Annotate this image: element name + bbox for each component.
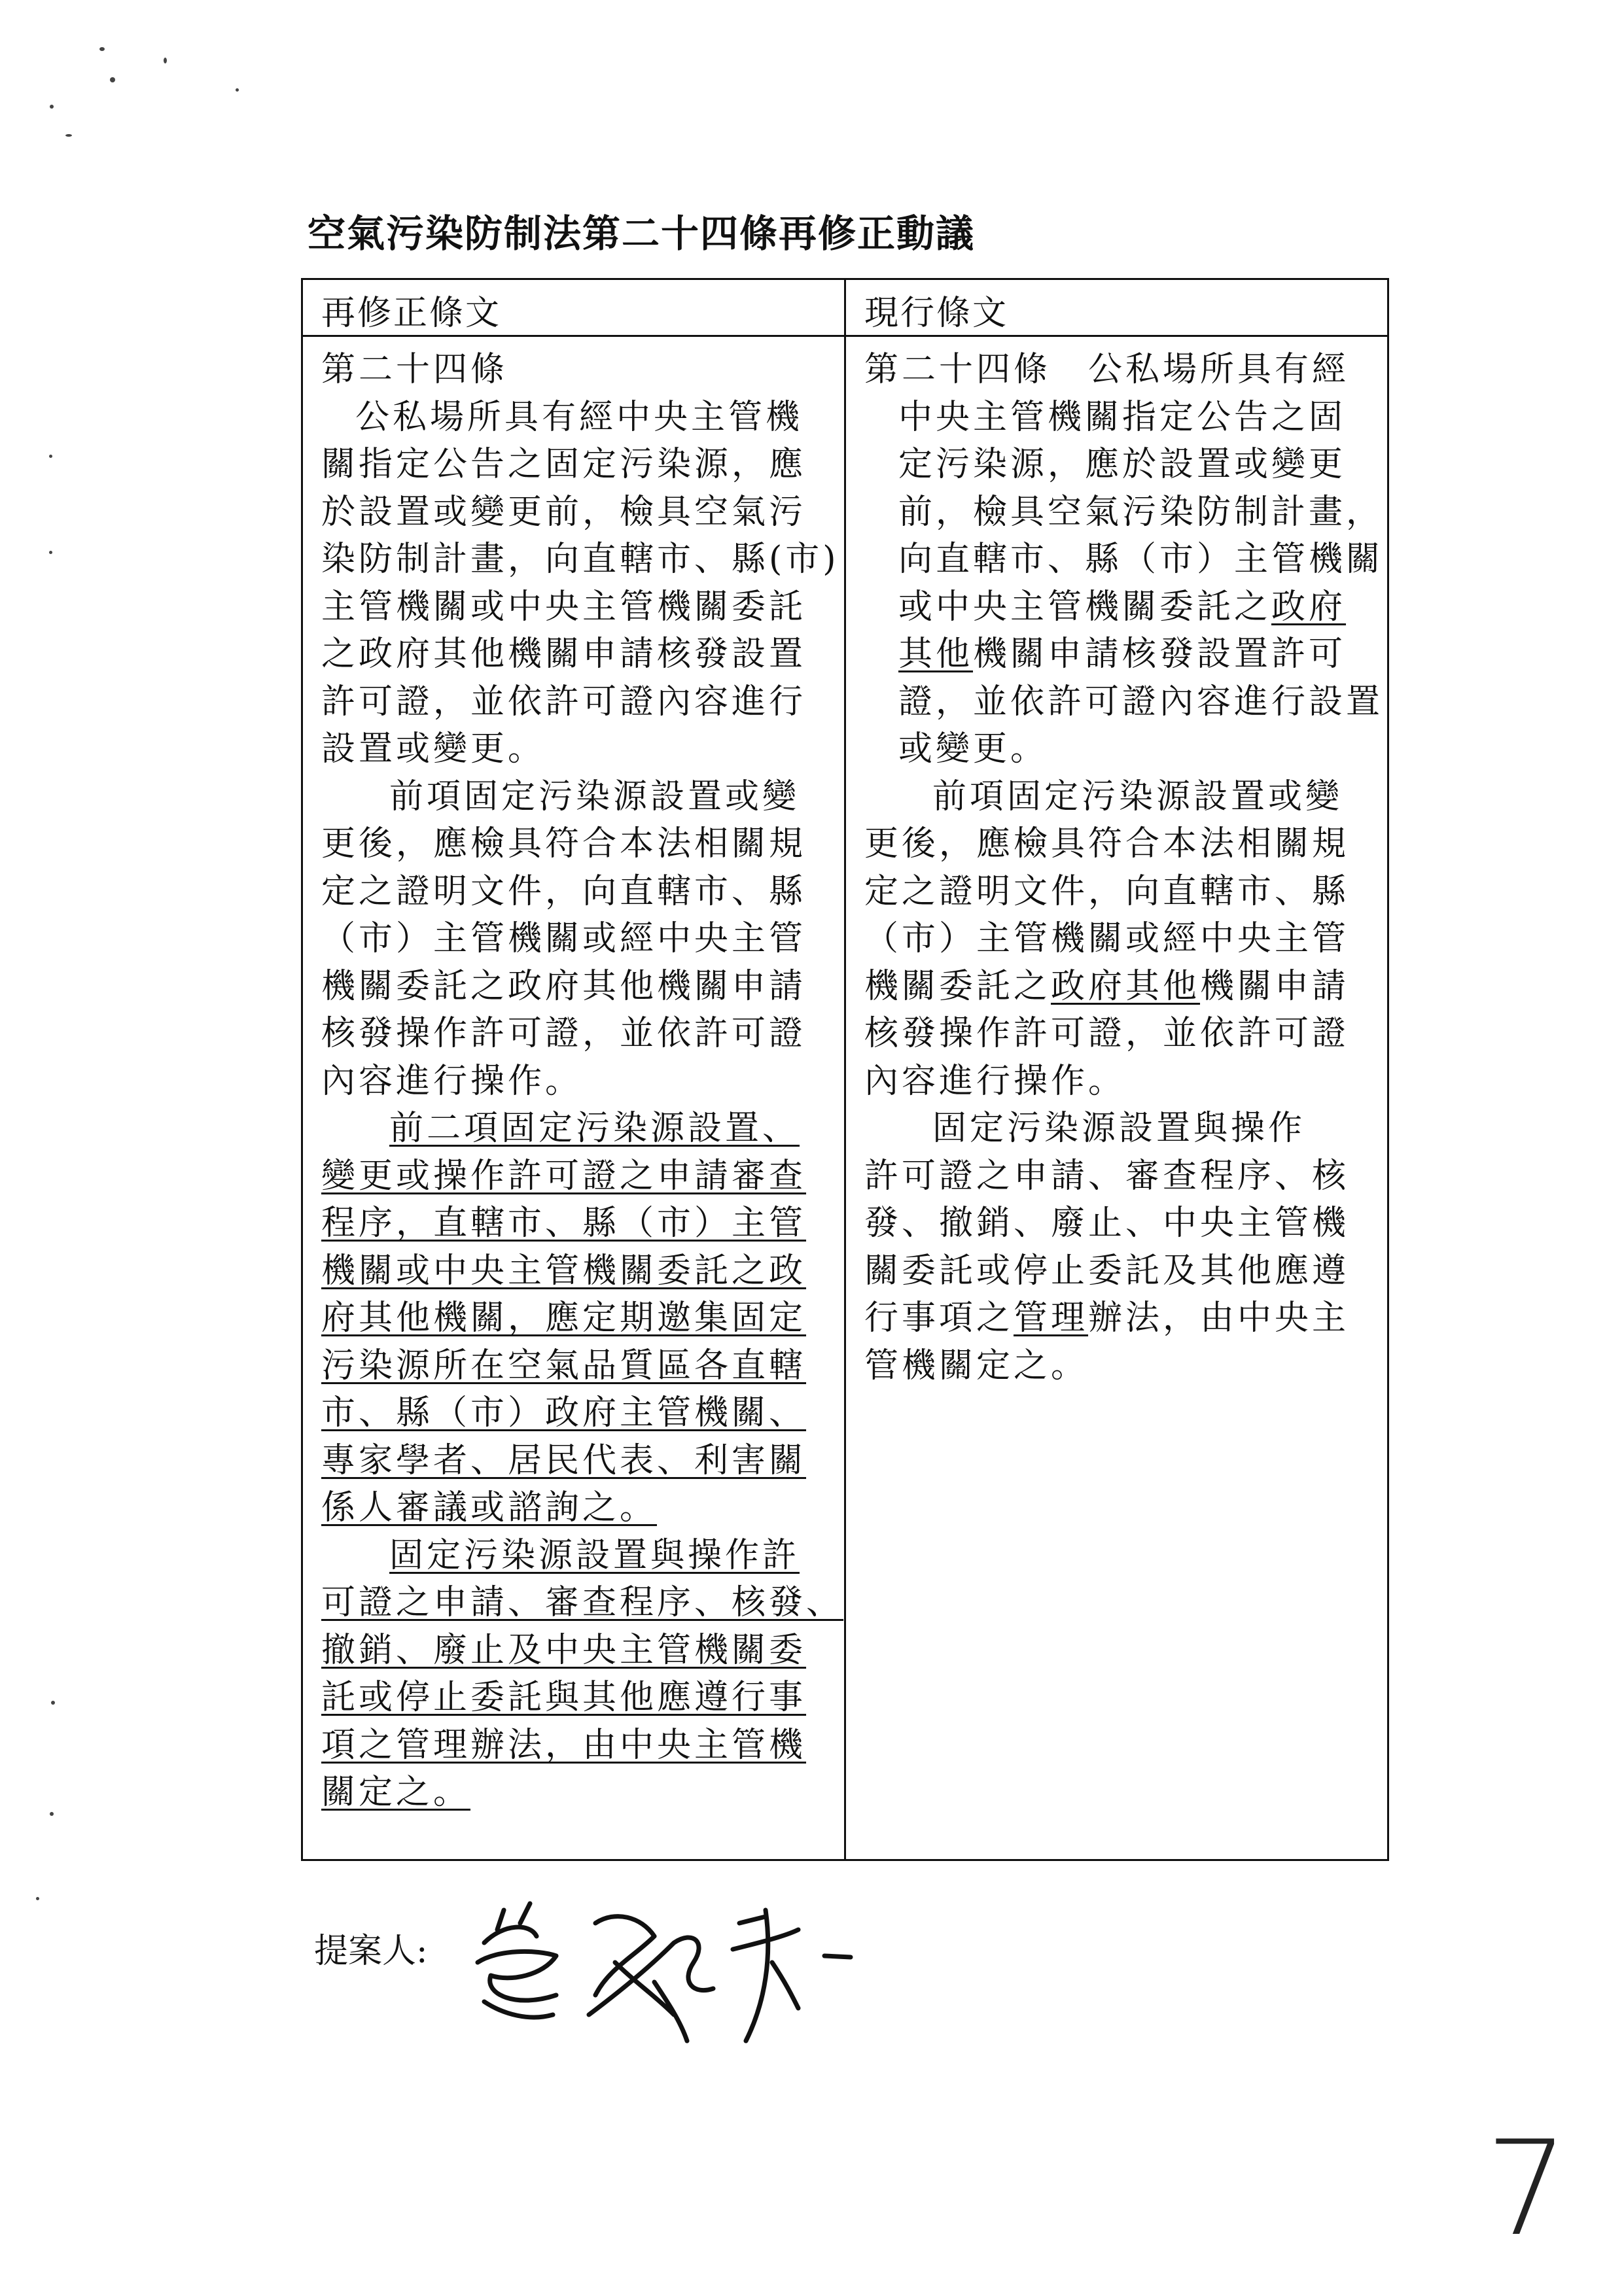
scan-speck	[99, 47, 105, 51]
revised-p1-line: 關指定公告之固定污染源，應	[321, 445, 807, 484]
proposer-label: 提案人:	[314, 1932, 428, 1971]
current-p1-underlined-text-a: 政府	[1271, 587, 1347, 627]
underlined-text: 項之管理辦法，由中央主管機	[321, 1725, 807, 1765]
current-p2-line: 更後，應檢具符合本法相關規	[864, 824, 1350, 863]
revised-article-number: 第二十四條	[321, 350, 508, 389]
table-header-row	[302, 279, 1388, 336]
current-p1-line-underline-b	[864, 631, 1358, 678]
revised-p4-line	[321, 1769, 815, 1817]
current-article-first-line: 第二十四條 公私場所具有經	[864, 350, 1350, 389]
revised-p1-line: 之政府其他機關申請核發設置	[321, 635, 807, 674]
revised-p1-line: 染防制計畫，向直轄市、縣(市)	[321, 540, 839, 579]
scan-speck	[49, 455, 52, 458]
revised-p3-line	[321, 1484, 815, 1532]
underlined-text: 變更或操作許可證之申請審查	[321, 1156, 807, 1196]
revised-p2-line: （市）主管機關或經中央主管	[321, 919, 807, 958]
current-p1-line: 前，檢具空氣污染防制計畫，	[898, 492, 1384, 532]
underlined-text: 係人審議或諮詢之。	[321, 1488, 658, 1527]
revised-article-body	[321, 394, 844, 1817]
revised-p4-line	[321, 1627, 815, 1675]
comparison-table	[301, 278, 1389, 1861]
revised-p3-line	[321, 1153, 815, 1200]
current-p3-line: 發、撤銷、廢止、中央主管機	[864, 1204, 1350, 1243]
current-article-cell	[845, 336, 1388, 1860]
revised-p3-line	[321, 1342, 815, 1390]
table-body-row	[302, 336, 1388, 1860]
revised-p1-line: 主管機關或中央主管機關委託	[321, 587, 807, 627]
revised-p4-line	[321, 1674, 815, 1722]
revised-p1-line: 公私場所具有經中央主管機	[355, 397, 803, 437]
scan-speck	[65, 134, 72, 137]
current-p3-line: 許可證之申請、審查程序、核	[864, 1156, 1350, 1196]
revised-p4-line	[321, 1532, 815, 1580]
underlined-text: 可證之申請、審查程序、核發、	[321, 1583, 844, 1622]
current-p2-line5	[864, 963, 1358, 1011]
current-p2-line: 內容進行操作。	[864, 1061, 1126, 1101]
underlined-text: 託或停止委託與其他應遵行事	[321, 1678, 807, 1717]
current-p2-line: （市）主管機關或經中央主管	[864, 919, 1350, 958]
current-p2-line: 核發操作許可證，並依許可證	[864, 1014, 1350, 1053]
underlined-text: 前二項固定污染源設置、	[389, 1109, 800, 1148]
scan-speck	[164, 58, 167, 63]
scan-speck	[51, 1701, 55, 1705]
scan-speck	[50, 1812, 54, 1816]
current-p3-line5-post: 辦法，由中央主	[1088, 1298, 1350, 1338]
current-p3-underlined-text: 管理	[1014, 1298, 1089, 1338]
revised-p2-line: 定之證明文件，向直轄市、縣	[321, 871, 807, 911]
handwritten-signature	[458, 1884, 864, 2054]
underlined-text: 污染源所在空氣品質區各直轄	[321, 1346, 807, 1385]
current-p3-line5	[864, 1295, 1358, 1342]
current-paragraph-1-tail	[864, 678, 1384, 773]
document-title: 空氣污染防制法第二十四條再修正動議	[308, 211, 976, 256]
current-p3-line: 管機關定之。	[864, 1346, 1089, 1385]
revised-p3-line	[321, 1295, 815, 1342]
revised-p1-line: 於設置或變更前，檢具空氣污	[321, 492, 807, 532]
revised-p2-line: 前項固定污染源設置或變	[389, 776, 800, 816]
revised-p3-line	[321, 1247, 815, 1295]
scan-speck	[36, 1897, 39, 1900]
current-paragraph-3	[864, 1105, 1358, 1295]
revised-p4-line	[321, 1579, 844, 1627]
current-p1-line: 中央主管機關指定公告之固	[898, 397, 1347, 437]
revised-p3-line	[321, 1200, 815, 1247]
scan-speck	[49, 551, 52, 554]
current-paragraph-1	[864, 394, 1384, 583]
current-p2-underlined-text: 政府其他	[1051, 966, 1201, 1006]
current-p2-line5-post: 機關申請	[1200, 966, 1350, 1006]
revised-p1-line: 設置或變更。	[321, 729, 546, 769]
scan-speck	[110, 77, 115, 82]
underlined-text: 專家學者、居民代表、利害關	[321, 1440, 807, 1480]
revised-p4-line	[321, 1722, 815, 1769]
current-p3-line: 關委託或停止委託及其他應遵	[864, 1251, 1350, 1291]
current-p1-underlined-text-b: 其他	[898, 635, 974, 674]
header-revised-text: 再修正條文	[302, 279, 845, 336]
current-p1-line: 證，並依許可證內容進行設置	[898, 682, 1384, 722]
revised-p2-line: 機關委託之政府其他機關申請	[321, 966, 807, 1006]
current-paragraph-3-tail	[864, 1342, 1358, 1390]
current-p2-line: 定之證明文件，向直轄市、縣	[864, 871, 1350, 911]
current-p1-line: 定污染源，應於設置或變更	[898, 445, 1347, 484]
scan-speck	[236, 88, 239, 92]
current-paragraph-2-tail	[864, 1010, 1358, 1105]
page-number: 7	[1485, 2113, 1569, 2265]
revised-p3-line	[321, 1105, 815, 1153]
revised-p3-line	[321, 1437, 815, 1485]
revised-p2-line: 更後，應檢具符合本法相關規	[321, 824, 807, 863]
current-p1-line: 向直轄市、縣（市）主管機關	[898, 540, 1384, 579]
current-p1-line: 或變更。	[898, 729, 1048, 769]
revised-p3-line	[321, 1389, 815, 1437]
current-p2-line: 前項固定污染源設置或變	[932, 776, 1343, 816]
current-p3-line: 固定污染源設置與操作	[932, 1109, 1306, 1148]
scan-speck	[50, 105, 54, 109]
underlined-text: 關定之。	[321, 1773, 471, 1812]
revised-p2-line: 核發操作許可證，並依許可證	[321, 1014, 807, 1053]
current-p2-line5-pre: 機關委託之	[864, 966, 1051, 1006]
underlined-text: 程序，直轄市、縣（市）主管	[321, 1204, 807, 1243]
underlined-text: 市、縣（市）政府主管機關、	[321, 1393, 807, 1433]
current-article-body	[864, 394, 1384, 1390]
revised-article-cell	[302, 336, 845, 1860]
current-p1-line-underline-a	[864, 583, 1358, 631]
header-current-text: 現行條文	[845, 279, 1388, 336]
current-p1-line6-rest: 機關申請核發設置許可	[973, 635, 1347, 674]
underlined-text: 固定污染源設置與操作許	[389, 1535, 800, 1575]
current-paragraph-2	[864, 773, 1358, 963]
revised-p1-line: 許可證，並依許可證內容進行	[321, 682, 807, 722]
revised-p2-line: 內容進行操作。	[321, 1061, 583, 1101]
underlined-text: 撤銷、廢止及中央主管機關委	[321, 1630, 807, 1670]
current-p1-line5-prefix: 或中央主管機關委託之	[898, 587, 1272, 627]
current-p3-line5-pre: 行事項之	[864, 1298, 1014, 1338]
underlined-text: 府其他機關，應定期邀集固定	[321, 1298, 807, 1338]
underlined-text: 機關或中央主管機關委託之政	[321, 1251, 807, 1291]
